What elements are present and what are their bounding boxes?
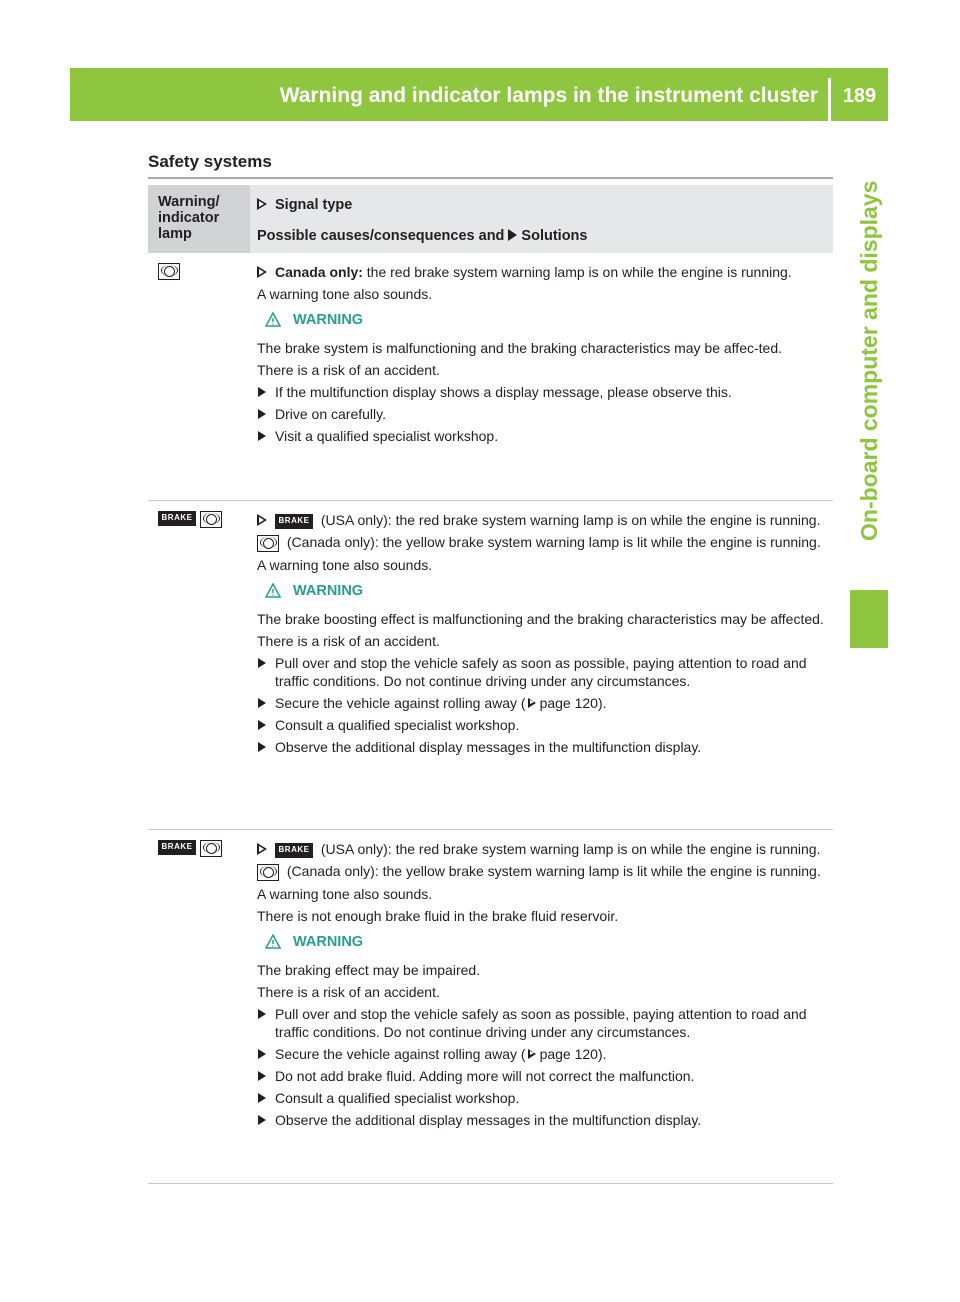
solution-step: [257, 1089, 827, 1107]
step-arrow-icon: [258, 431, 266, 441]
step-arrow-icon: [258, 1093, 266, 1103]
solution-step: [257, 427, 827, 445]
risk-text: There is a risk of an accident.: [257, 983, 440, 1000]
step-text: Consult a qualified specialist workshop.: [275, 716, 520, 733]
brake-lamp-icon: BRAKE: [275, 514, 313, 529]
side-tab-label: On-board computer and displays: [856, 180, 882, 541]
warning-label: WARNING: [293, 312, 364, 328]
step-text: Secure the vehicle against rolling away (: [275, 1045, 526, 1062]
brake-circle-warning-icon: [200, 840, 222, 857]
step-arrow-icon: [258, 1009, 266, 1019]
warning-label: WARNING: [293, 582, 364, 599]
step-arrow-icon: [258, 1115, 266, 1125]
signal-description: the red brake system warning lamp is on while the engine is running.: [362, 264, 792, 280]
solution-step: [257, 383, 827, 401]
canada-description: (Canada only): the yellow brake system warning lamp is lit while the engine is running.: [283, 863, 821, 879]
step-arrow-icon: [258, 1071, 266, 1081]
row-divider: [148, 500, 833, 501]
chapter-title: Warning and indicator lamps in the instrument cluster: [279, 84, 818, 107]
header-signal-column: [257, 195, 587, 246]
signal-type-icon: [257, 843, 269, 855]
step-arrow-icon: [258, 387, 266, 397]
warning-text: The braking effect may be impaired.: [257, 961, 481, 978]
side-tab-marker: [850, 590, 888, 648]
usa-description: (USA only): the red brake system warning lamp is on while the engine is running.: [317, 841, 821, 857]
step-text: Do not add brake fluid. Adding more will not correct the malfunction.: [275, 1067, 695, 1084]
canada-description: (Canada only): the yellow brake system warning lamp is lit while the engine is running.: [283, 534, 821, 550]
page-reference-icon: [528, 1049, 538, 1059]
warning-triangle-icon: [265, 583, 281, 599]
warning-triangle-icon: [265, 312, 281, 328]
header-lamp-column: Warning/ indicator lamp: [148, 185, 250, 253]
solution-step: [257, 405, 827, 423]
solution-arrow-icon: [508, 229, 517, 241]
warning-tone-text: A warning tone also sounds.: [257, 556, 433, 573]
page-number: 189: [842, 85, 877, 107]
solution-step: [257, 1045, 827, 1063]
header-solutions: Solutions: [521, 228, 588, 244]
signal-type-icon: [257, 266, 269, 278]
lamp-cell: [158, 263, 180, 280]
step-arrow-icon: [258, 409, 266, 419]
warning-tone-text: A warning tone also sounds.: [257, 885, 433, 902]
solution-step: [257, 716, 827, 734]
step-text: Observe the additional display messages in the multifunction display.: [275, 1111, 702, 1128]
solution-step: [257, 654, 827, 690]
page-reference-link[interactable]: page 120).: [539, 1045, 607, 1062]
header-signal-type: Signal type: [275, 197, 353, 213]
warning-heading: [265, 933, 827, 951]
step-arrow-icon: [258, 742, 266, 752]
page-header: [70, 68, 888, 121]
warning-label: WARNING: [293, 933, 364, 950]
table-header: [148, 185, 833, 253]
description-cell: [257, 511, 827, 760]
side-tab: [850, 121, 888, 561]
description-cell: [257, 263, 827, 449]
step-arrow-icon: [258, 1049, 266, 1059]
brake-circle-warning-icon: [200, 511, 222, 528]
step-arrow-icon: [258, 720, 266, 730]
step-text: Visit a qualified specialist workshop.: [275, 428, 499, 444]
row-divider: [148, 829, 833, 830]
usa-description: (USA only): the red brake system warning lamp is on while the engine is running.: [317, 512, 821, 528]
fluid-text: There is not enough brake fluid in the brake fluid reservoir.: [257, 907, 619, 924]
brake-circle-warning-icon: [158, 263, 180, 280]
page-reference-link[interactable]: page 120).: [539, 694, 607, 711]
warning-tone-text: A warning tone also sounds.: [257, 286, 433, 302]
step-text: Observe the additional display messages in the multifunction display.: [275, 738, 702, 755]
warning-text: The brake boosting effect is malfunctioning and the braking characteristics may be affected.: [257, 610, 824, 627]
brake-lamp-icon: BRAKE: [275, 843, 313, 858]
step-text: If the multifunction display shows a display message, please observe this.: [275, 384, 732, 400]
solution-step: [257, 694, 827, 712]
warning-text: The brake system is malfunctioning and the braking characteristics may be affec-ted.: [257, 340, 782, 356]
step-arrow-icon: [258, 658, 266, 668]
solution-step: [257, 738, 827, 756]
brake-lamp-icon: BRAKE: [158, 840, 196, 855]
step-text: Secure the vehicle against rolling away (: [275, 694, 526, 711]
section-title: Safety systems: [148, 152, 272, 171]
step-text: Pull over and stop the vehicle safely as soon as possible, paying attention to road and traffic conditions. Do not continue driving under any circumstances.: [275, 1005, 807, 1040]
page-reference-icon: [528, 698, 538, 708]
step-text: Consult a qualified specialist workshop.: [275, 1089, 520, 1106]
canada-only-label: Canada only:: [275, 264, 363, 280]
step-text: Drive on carefully.: [275, 406, 387, 422]
solution-step: [257, 1067, 827, 1085]
description-cell: [257, 840, 827, 1133]
row-divider: [148, 1183, 833, 1184]
risk-text: There is a risk of an accident.: [257, 362, 440, 378]
section-divider: [148, 177, 833, 179]
warning-triangle-icon: [265, 934, 281, 950]
brake-circle-warning-icon: [257, 535, 279, 552]
warning-heading: [265, 311, 827, 329]
header-causes: Possible causes/consequences and: [257, 228, 505, 244]
warning-heading: [265, 582, 827, 600]
solution-step: [257, 1005, 827, 1041]
brake-circle-warning-icon: [257, 864, 279, 881]
solution-step: [257, 1111, 827, 1129]
lamp-cell: [158, 511, 222, 528]
lamp-cell: [158, 840, 222, 857]
brake-lamp-icon: BRAKE: [158, 511, 196, 526]
signal-type-icon: [257, 514, 269, 526]
step-text: Pull over and stop the vehicle safely as soon as possible, paying attention to road and traffic conditions. Do not continue driving under any circumstances.: [275, 654, 807, 689]
step-arrow-icon: [258, 698, 266, 708]
risk-text: There is a risk of an accident.: [257, 632, 440, 649]
signal-type-icon: [257, 198, 269, 210]
